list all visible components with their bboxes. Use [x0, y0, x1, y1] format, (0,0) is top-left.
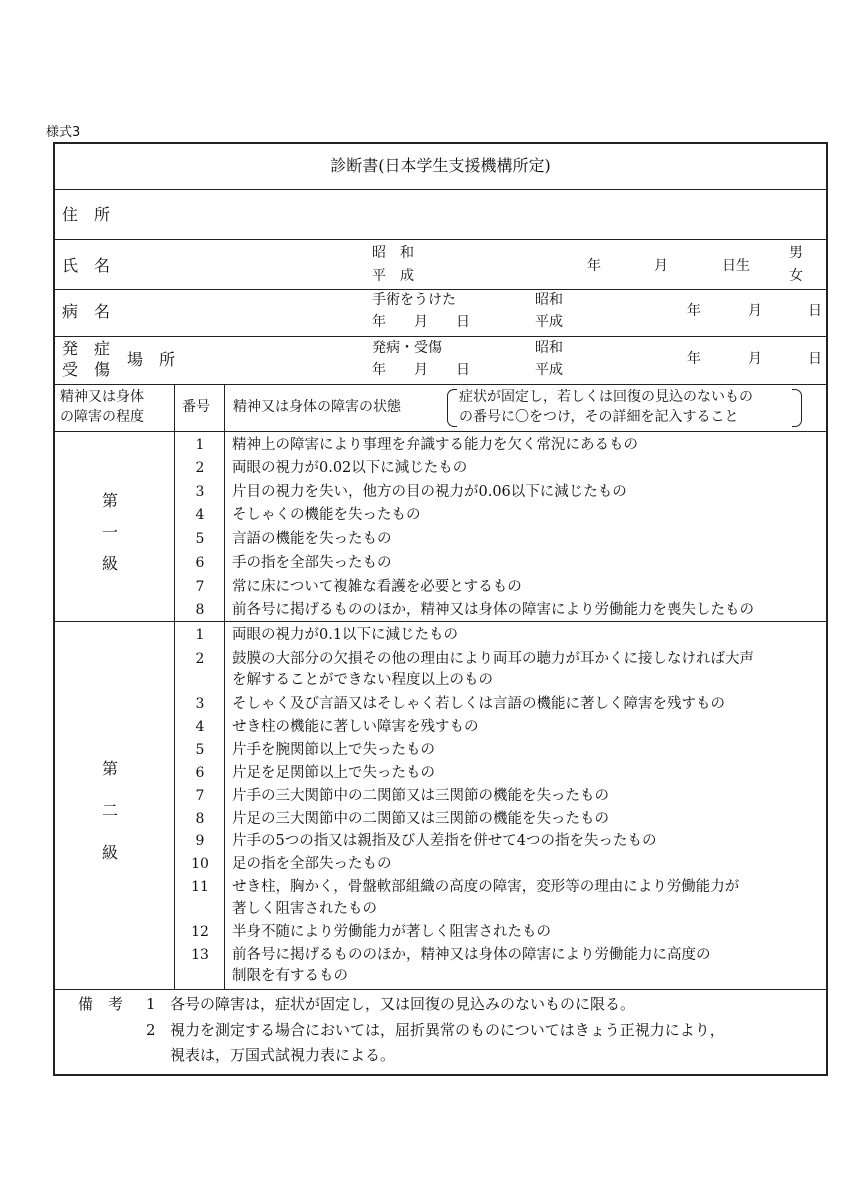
- document-title: 診断書(日本学生支援機構所定): [330, 156, 551, 175]
- grade1-item: そしゃくの機能を失ったもの: [232, 507, 421, 523]
- rule-col-degree: [174, 384, 175, 989]
- grade2-number: 12: [191, 924, 209, 940]
- grade1-item: 手の指を全部失ったもの: [232, 555, 392, 571]
- grade1-item: 常に床について複雑な看護を必要とするもの: [232, 579, 522, 595]
- onset-year: 年: [687, 351, 701, 367]
- grade1-number: 5: [195, 531, 205, 547]
- grade2-number: 11: [191, 879, 209, 895]
- name-label: 氏 名: [62, 256, 111, 275]
- grade2-number: 4: [195, 719, 205, 735]
- header-degree-2: の障害の程度: [60, 409, 144, 425]
- onset-ymd: 年 月 日: [372, 362, 470, 378]
- grade2-item: 両眼の視力が0.1以下に減じたもの: [232, 627, 459, 643]
- disease-day: 日: [808, 303, 822, 319]
- header-degree-1: 精神又は身体: [60, 389, 144, 405]
- grade2-item: 足の指を全部失ったもの: [232, 856, 392, 872]
- disease-year: 年: [687, 303, 701, 319]
- remark-1-text: 各号の障害は，症状が固定し，又は回復の見込みのないものに限る。: [170, 995, 636, 1013]
- rule-name: [53, 289, 828, 290]
- grade2-char-3: 級: [101, 843, 118, 862]
- injury-label: 受 傷: [62, 360, 111, 379]
- grade2-number: 10: [191, 856, 209, 872]
- remarks-label: 備 考: [78, 995, 124, 1013]
- grade1-item: 言語の機能を失ったもの: [232, 531, 392, 547]
- grade2-char-1: 第: [101, 759, 118, 778]
- name-month: 月: [654, 258, 668, 274]
- remark-1-number: 1: [146, 995, 156, 1013]
- disease-label: 病 名: [62, 302, 111, 321]
- rule-col-number: [224, 384, 225, 989]
- grade2-item-cont: 制限を有するもの: [232, 968, 348, 984]
- surgery-label: 手術をうけた: [372, 292, 456, 308]
- grade2-number: 2: [195, 651, 205, 667]
- grade2-number: 9: [195, 833, 205, 849]
- remark-2-text: 視力を測定する場合においては，屈折異常のものについてはきょう正視力により，: [170, 1021, 725, 1039]
- form-label: 様式3: [46, 125, 81, 140]
- grade1-number: 3: [195, 484, 205, 500]
- remark-2-number: 2: [146, 1021, 156, 1039]
- grade1-number: 2: [195, 460, 205, 476]
- onset-heisei: 平成: [535, 362, 563, 378]
- grade1-item: 前各号に掲げるもののほか，精神又は身体の障害により労働能力を喪失したもの: [232, 602, 754, 618]
- grade1-item: 両眼の視力が0.02以下に減じたもの: [232, 460, 468, 476]
- sex-female: 女: [789, 268, 803, 284]
- rule-header: [53, 431, 828, 432]
- name-era-showa: 昭 和: [372, 245, 414, 261]
- rule-address: [53, 239, 828, 240]
- onset-month: 月: [748, 351, 762, 367]
- disease-month: 月: [748, 303, 762, 319]
- surgery-ymd: 年 月 日: [372, 314, 470, 330]
- header-note-1: 症状が固定し，若しくは回復の見込のないもの: [459, 389, 753, 405]
- grade2-number: 13: [191, 947, 209, 963]
- grade2-item: せき柱の機能に著しい障害を残すもの: [232, 719, 479, 735]
- grade2-item: せき柱，胸かく，骨盤軟部組織の高度の障害，変形等の理由により労働能力が: [232, 879, 740, 895]
- grade1-number: 7: [195, 579, 205, 595]
- onset-day: 日: [808, 351, 822, 367]
- grade1-number: 8: [195, 602, 205, 618]
- onset-injury-label: 発病・受傷: [372, 340, 442, 356]
- grade2-number: 5: [195, 742, 205, 758]
- grade2-number: 8: [195, 811, 205, 827]
- disease-heisei: 平成: [535, 314, 563, 330]
- grade2-number: 7: [195, 788, 205, 804]
- rule-grade1: [53, 621, 828, 622]
- grade1-item: 片目の視力を失い，他方の目の視力が0.06以下に減じたもの: [232, 484, 627, 500]
- grade1-char-2: 一: [101, 523, 118, 542]
- grade1-number: 4: [195, 507, 205, 523]
- grade2-item: 半身不随により労働能力が著しく阻害されたもの: [232, 924, 551, 940]
- sex-male: 男: [789, 245, 803, 261]
- grade2-item: 前各号に掲げるもののほか，精神又は身体の障害により労働能力に高度の: [232, 947, 711, 963]
- grade2-item: 片手を腕関節以上で失ったもの: [232, 742, 435, 758]
- grade2-char-2: 二: [101, 801, 118, 820]
- grade2-item: 片足を足関節以上で失ったもの: [232, 765, 435, 781]
- name-era-heisei: 平 成: [372, 268, 414, 284]
- rule-onset: [53, 384, 828, 385]
- grade2-item: 鼓膜の大部分の欠損その他の理由により両耳の聴力が耳かくに接しなければ大声: [232, 651, 754, 667]
- remark-2-text-cont: 視表は，万国式試視力表による。: [170, 1046, 396, 1064]
- grade2-item: 片手の三大関節中の二関節又は三関節の機能を失ったもの: [232, 788, 609, 804]
- right-bracket: [792, 389, 802, 427]
- header-number: 番号: [182, 399, 210, 415]
- name-day-born: 日生: [722, 258, 750, 274]
- grade2-number: 3: [195, 696, 205, 712]
- rule-disease: [53, 336, 828, 337]
- name-year: 年: [587, 258, 601, 274]
- address-label: 住 所: [62, 205, 111, 224]
- left-bracket: [447, 389, 457, 427]
- grade2-item-cont: を解することができない程度以上のもの: [232, 672, 493, 688]
- grade2-item-cont: 著しく阻害されたもの: [232, 901, 377, 917]
- onset-label: 発 症: [62, 339, 111, 358]
- grade1-item: 精神上の障害により事理を弁識する能力を欠く常況にあるもの: [232, 437, 638, 453]
- header-state: 精神又は身体の障害の状態: [233, 399, 401, 415]
- grade2-number: 1: [195, 627, 205, 643]
- grade1-char-3: 級: [101, 554, 118, 573]
- onset-showa: 昭和: [535, 340, 563, 356]
- grade1-number: 1: [195, 437, 205, 453]
- place-label: 場 所: [127, 350, 176, 369]
- grade2-item: 片足の三大関節中の二関節又は三関節の機能を失ったもの: [232, 811, 609, 827]
- grade2-number: 6: [195, 765, 205, 781]
- rule-grade2: [53, 989, 828, 990]
- rule-title: [53, 189, 828, 190]
- disease-showa: 昭和: [535, 292, 563, 308]
- grade1-number: 6: [195, 555, 205, 571]
- grade2-item: 片手の5つの指又は親指及び人差指を併せて4つの指を失ったもの: [232, 833, 657, 849]
- grade1-char-1: 第: [101, 491, 118, 510]
- header-note-2: の番号に〇をつけ，その詳細を記入すること: [459, 409, 739, 425]
- grade2-item: そしゃく及び言語又はそしゃく若しくは言語の機能に著しく障害を残すもの: [232, 696, 725, 712]
